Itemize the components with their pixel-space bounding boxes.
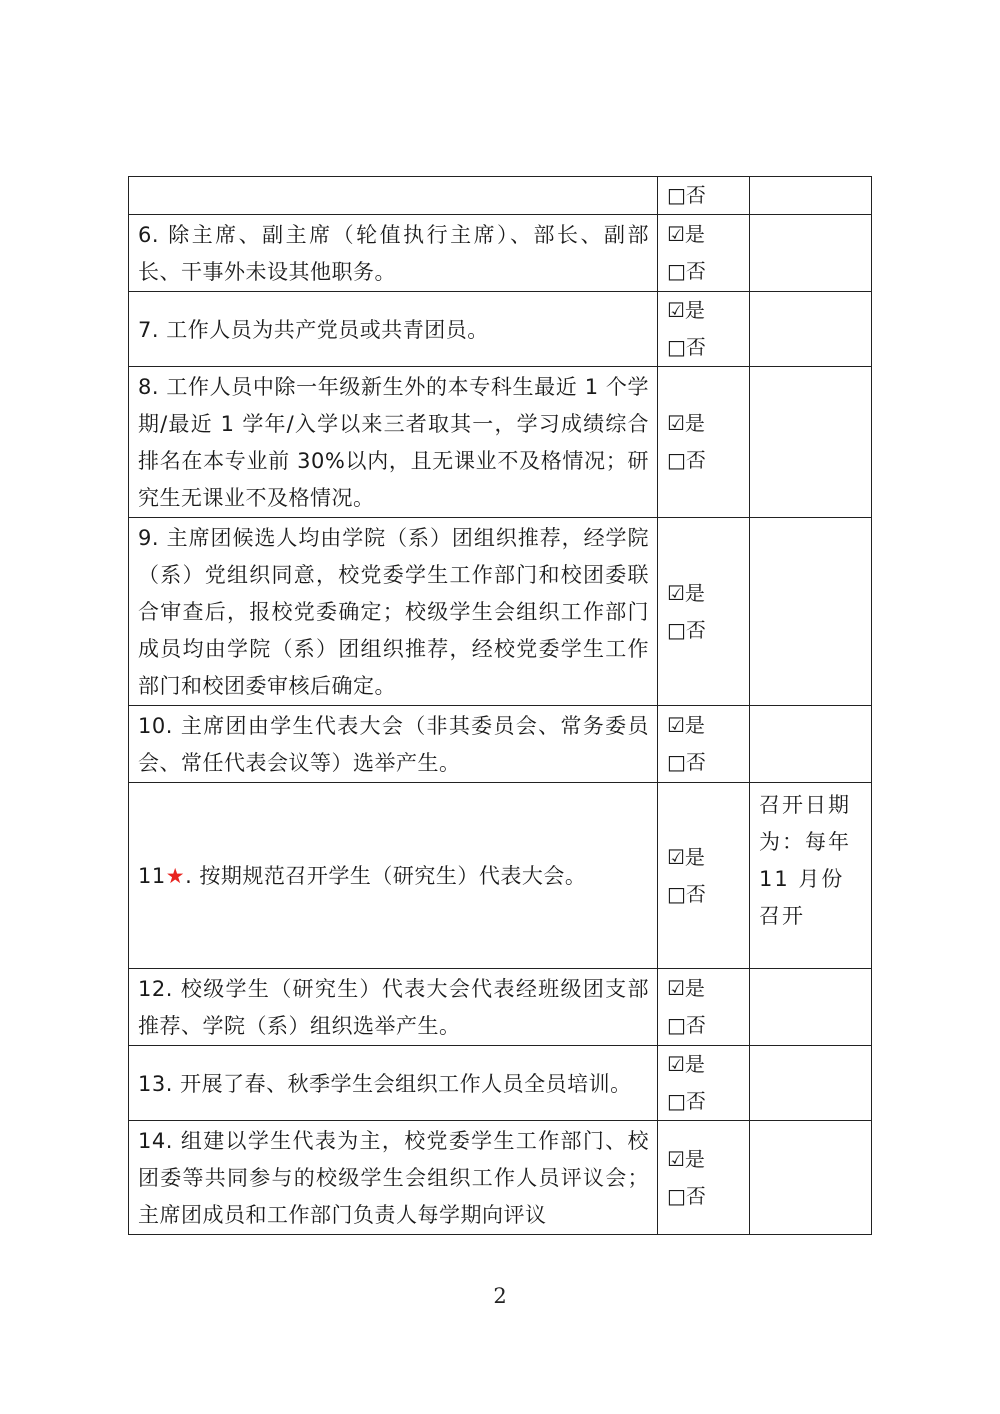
item-text: 6. 除主席、副主席（轮值执行主席）、部长、副部长、干事外未设其他职务。: [129, 215, 658, 292]
check-options: [658, 783, 750, 969]
yes-option[interactable]: ☑是: [667, 976, 705, 1000]
item-text: 12. 校级学生（研究生）代表大会代表经班级团支部推荐、学院（系）组织选举产生。: [129, 969, 658, 1046]
item-text: [129, 177, 658, 215]
note-cell: 召开日期为：每年 11 月份召开: [750, 783, 872, 969]
yes-option[interactable]: ☑是: [667, 411, 705, 435]
no-option[interactable]: □否: [667, 448, 706, 472]
no-option[interactable]: □否: [667, 1013, 706, 1037]
no-option[interactable]: □否: [667, 881, 706, 906]
table-row: [129, 367, 872, 518]
table-row: [129, 1121, 872, 1235]
item-text: 13. 开展了春、秋季学生会组织工作人员全员培训。: [129, 1046, 658, 1121]
note-cell: [750, 215, 872, 292]
yes-option[interactable]: ☑是: [667, 713, 705, 737]
table-row: [129, 969, 872, 1046]
note-cell: [750, 518, 872, 706]
review-table: [128, 176, 872, 1235]
note-cell: [750, 292, 872, 367]
yes-option[interactable]: ☑是: [667, 222, 705, 246]
no-option[interactable]: □否: [667, 335, 706, 359]
item-number: 11: [138, 864, 166, 888]
table-row: [129, 783, 872, 969]
item-text: 7. 工作人员为共产党员或共青团员。: [129, 292, 658, 367]
table-row: [129, 177, 872, 215]
check-options: [658, 518, 750, 706]
item-text: 14. 组建以学生代表为主，校党委学生工作部门、校团委等共同参与的校级学生会组织工作人员评议会；主席团成员和工作部门负责人每学期向评议: [129, 1121, 658, 1235]
item-text: 10. 主席团由学生代表大会（非其委员会、常务委员会、常任代表会议等）选举产生。: [129, 706, 658, 783]
note-cell: [750, 969, 872, 1046]
table-row: [129, 706, 872, 783]
check-options: [658, 367, 750, 518]
note-cell: [750, 1046, 872, 1121]
note-cell: [750, 177, 872, 215]
page-number: 2: [493, 1284, 507, 1308]
check-options: [658, 706, 750, 783]
table-row: [129, 518, 872, 706]
item-body: . 按期规范召开学生（研究生）代表大会。: [185, 864, 587, 888]
table-row: [129, 215, 872, 292]
check-options: [658, 1046, 750, 1121]
item-text: 8. 工作人员中除一年级新生外的本专科生最近 1 个学期/最近 1 学年/入学以来三者取其一，学习成绩综合排名在本专业前 30%以内，且无课业不及格情况；研究生无课业不及格情况。: [129, 367, 658, 518]
star-icon: ★: [165, 864, 186, 888]
yes-option[interactable]: ☑是: [667, 1052, 705, 1076]
no-option[interactable]: □否: [667, 259, 706, 283]
check-options: [658, 292, 750, 367]
no-option[interactable]: □否: [667, 617, 706, 642]
check-options: [658, 969, 750, 1046]
note-cell: [750, 367, 872, 518]
yes-option[interactable]: ☑是: [667, 298, 705, 322]
check-options: [658, 1121, 750, 1235]
no-option[interactable]: □否: [667, 183, 706, 207]
item-text: 9. 主席团候选人均由学院（系）团组织推荐，经学院（系）党组织同意，校党委学生工作部门和校团委联合审查后，报校党委确定；校级学生会组织工作部门成员均由学院（系）团组织推荐，经校党委学生工作部门和校团委审核后确定。: [129, 518, 658, 706]
no-option[interactable]: □否: [667, 750, 706, 774]
no-option[interactable]: □否: [667, 1089, 706, 1113]
table-row: [129, 292, 872, 367]
no-option[interactable]: □否: [667, 1183, 706, 1208]
check-options: [658, 177, 750, 215]
table-row: [129, 1046, 872, 1121]
yes-option[interactable]: ☑是: [667, 1146, 705, 1171]
note-cell: [750, 706, 872, 783]
yes-option[interactable]: ☑是: [667, 844, 705, 869]
check-options: [658, 215, 750, 292]
item-text: [129, 783, 658, 969]
note-cell: [750, 1121, 872, 1235]
yes-option[interactable]: ☑是: [667, 580, 705, 605]
